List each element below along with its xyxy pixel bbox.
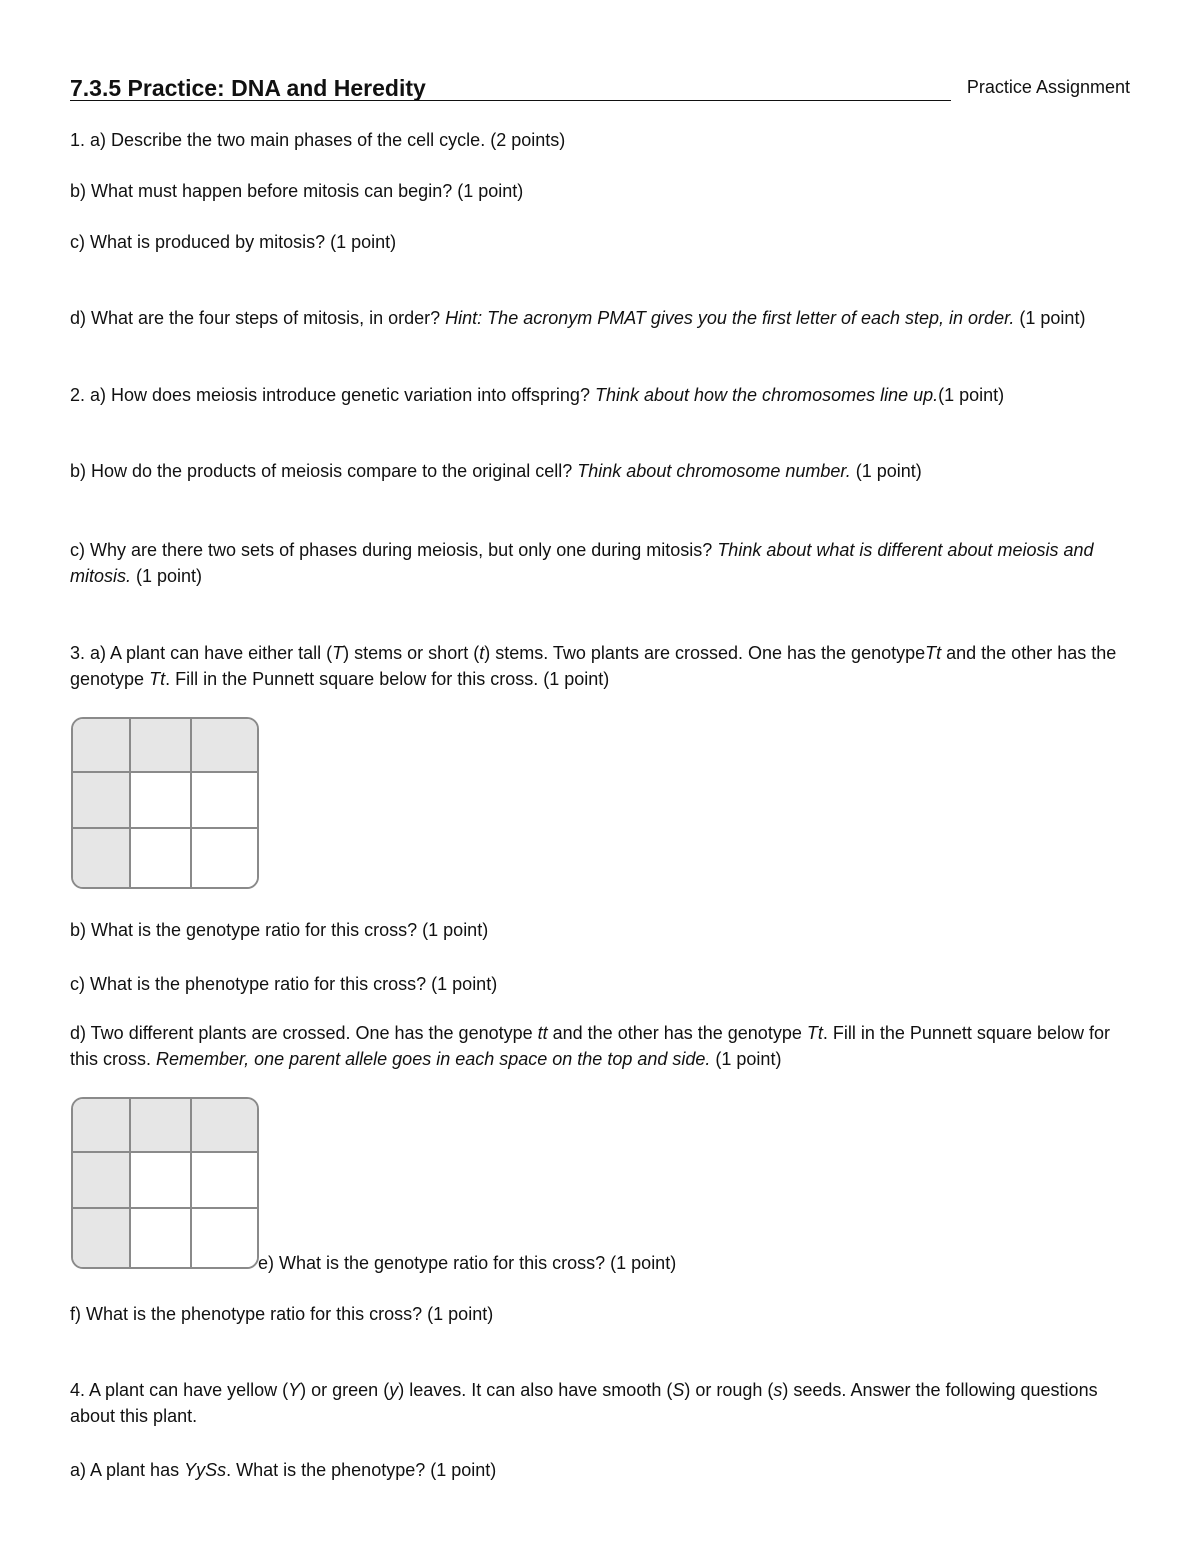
- question-4-text: 4. A plant can have yellow (: [70, 1380, 289, 1400]
- punnett-square-2: [71, 1097, 259, 1269]
- page-title: 7.3.5 Practice: DNA and Heredity: [70, 75, 426, 101]
- punnett-offspring-cell[interactable]: [131, 773, 192, 829]
- punnett-side-allele-cell[interactable]: [73, 829, 131, 887]
- punnett-top-allele-cell[interactable]: [131, 719, 192, 773]
- question-1d-points: (1 point): [1014, 308, 1086, 328]
- question-4a-text: a) A plant has: [70, 1460, 185, 1480]
- question-4-text: ) seeds. Answer the following questions about this plant.: [70, 1380, 1098, 1426]
- question-3d-text: d) Two different plants are crossed. One has the genotype: [70, 1023, 538, 1043]
- question-1b: b) What must happen before mitosis can begin? (1 point): [70, 181, 524, 201]
- question-4a-text: . What is the phenotype? (1 point): [226, 1460, 497, 1480]
- punnett-square-1: [71, 717, 259, 889]
- question-2a: [70, 382, 1130, 408]
- question-4: [70, 1377, 1130, 1429]
- punnett-top-allele-cell[interactable]: [131, 1099, 192, 1153]
- punnett-offspring-cell[interactable]: [131, 829, 192, 887]
- genotype-Tt: Tt: [806, 1023, 823, 1043]
- question-3a-text: ) stems or short (: [343, 643, 480, 663]
- question-1a: 1. a) Describe the two main phases of the cell cycle. (2 points): [70, 130, 566, 150]
- header-underline: [70, 100, 951, 101]
- punnett-offspring-cell[interactable]: [131, 1153, 192, 1209]
- question-4-text: ) leaves. It can also have smooth (: [398, 1380, 673, 1400]
- question-1c: c) What is produced by mitosis? (1 point): [70, 232, 397, 252]
- question-2b-text: b) How do the products of meiosis compare to the original cell?: [70, 461, 578, 481]
- question-1d: [70, 305, 1130, 331]
- punnett-side-allele-cell[interactable]: [73, 773, 131, 829]
- punnett-top-allele-cell[interactable]: [192, 719, 257, 773]
- question-2c-text: c) Why are there two sets of phases during meiosis, but only one during mitosis?: [70, 540, 718, 560]
- punnett-corner-cell: [73, 719, 131, 773]
- question-3a-text: and the other has the genotype: [70, 643, 1117, 689]
- question-3a-text: 3. a) A plant can have either tall (: [70, 643, 333, 663]
- question-2b: [70, 458, 1130, 484]
- punnett-side-allele-cell[interactable]: [73, 1153, 131, 1209]
- assignment-type-label: Practice Assignment: [966, 77, 1130, 97]
- punnett-offspring-cell[interactable]: [192, 1153, 257, 1209]
- punnett-offspring-cell[interactable]: [192, 1209, 257, 1267]
- question-3a: [70, 640, 1130, 692]
- punnett-offspring-cell[interactable]: [192, 773, 257, 829]
- question-3b: b) What is the genotype ratio for this cross? (1 point): [70, 920, 489, 940]
- question-3d: [70, 1020, 1130, 1072]
- punnett-corner-cell: [73, 1099, 131, 1153]
- question-2a-text: 2. a) How does meiosis introduce genetic variation into offspring?: [70, 385, 595, 405]
- question-2c-points: (1 point): [131, 566, 203, 586]
- allele-s: s: [773, 1380, 783, 1400]
- genotype-Tt: Tt: [925, 643, 942, 663]
- genotype-tt: tt: [537, 1023, 548, 1043]
- punnett-side-allele-cell[interactable]: [73, 1209, 131, 1267]
- question-2a-points: (1 point): [938, 385, 1005, 405]
- question-3a-text: . Fill in the Punnett square below for this cross. (1 point): [165, 669, 610, 689]
- allele-y: y: [389, 1380, 399, 1400]
- punnett-top-allele-cell[interactable]: [192, 1099, 257, 1153]
- question-2a-hint: Think about how the chromosomes line up.: [594, 385, 939, 405]
- question-1d-hint: Hint: The acronym PMAT gives you the first letter of each step, in order.: [445, 308, 1015, 328]
- question-1d-text: d) What are the four steps of mitosis, in order?: [70, 308, 446, 328]
- question-2b-points: (1 point): [850, 461, 922, 481]
- question-4-text: ) or green (: [300, 1380, 390, 1400]
- question-3f: f) What is the phenotype ratio for this cross? (1 point): [70, 1304, 494, 1324]
- punnett-offspring-cell[interactable]: [192, 829, 257, 887]
- question-2c: [70, 537, 1130, 589]
- allele-Y: Y: [288, 1380, 301, 1400]
- question-3d-hint: Remember, one parent allele goes in each space on the top and side.: [156, 1049, 711, 1069]
- question-3e: e) What is the genotype ratio for this cross? (1 point): [258, 1253, 677, 1273]
- question-3d-text: and the other has the genotype: [547, 1023, 807, 1043]
- question-3d-text: . Fill in the Punnett square below for this cross.: [70, 1023, 1110, 1069]
- page-header: [70, 70, 1130, 102]
- question-2c-hint: Think about what is different about meiosis and mitosis.: [70, 540, 1094, 586]
- question-3a-text: ) stems. Two plants are crossed. One has the genotype: [484, 643, 926, 663]
- question-3d-points: (1 point): [710, 1049, 782, 1069]
- genotype-YySs: YySs: [184, 1460, 227, 1480]
- question-2b-hint: Think about chromosome number.: [577, 461, 851, 481]
- genotype-Tt: Tt: [149, 669, 166, 689]
- question-4-text: ) or rough (: [684, 1380, 774, 1400]
- allele-T: T: [332, 643, 344, 663]
- punnett-offspring-cell[interactable]: [131, 1209, 192, 1267]
- question-4a: [70, 1457, 1130, 1483]
- allele-t: t: [479, 643, 485, 663]
- question-3c: c) What is the phenotype ratio for this cross? (1 point): [70, 974, 498, 994]
- allele-S: S: [672, 1380, 685, 1400]
